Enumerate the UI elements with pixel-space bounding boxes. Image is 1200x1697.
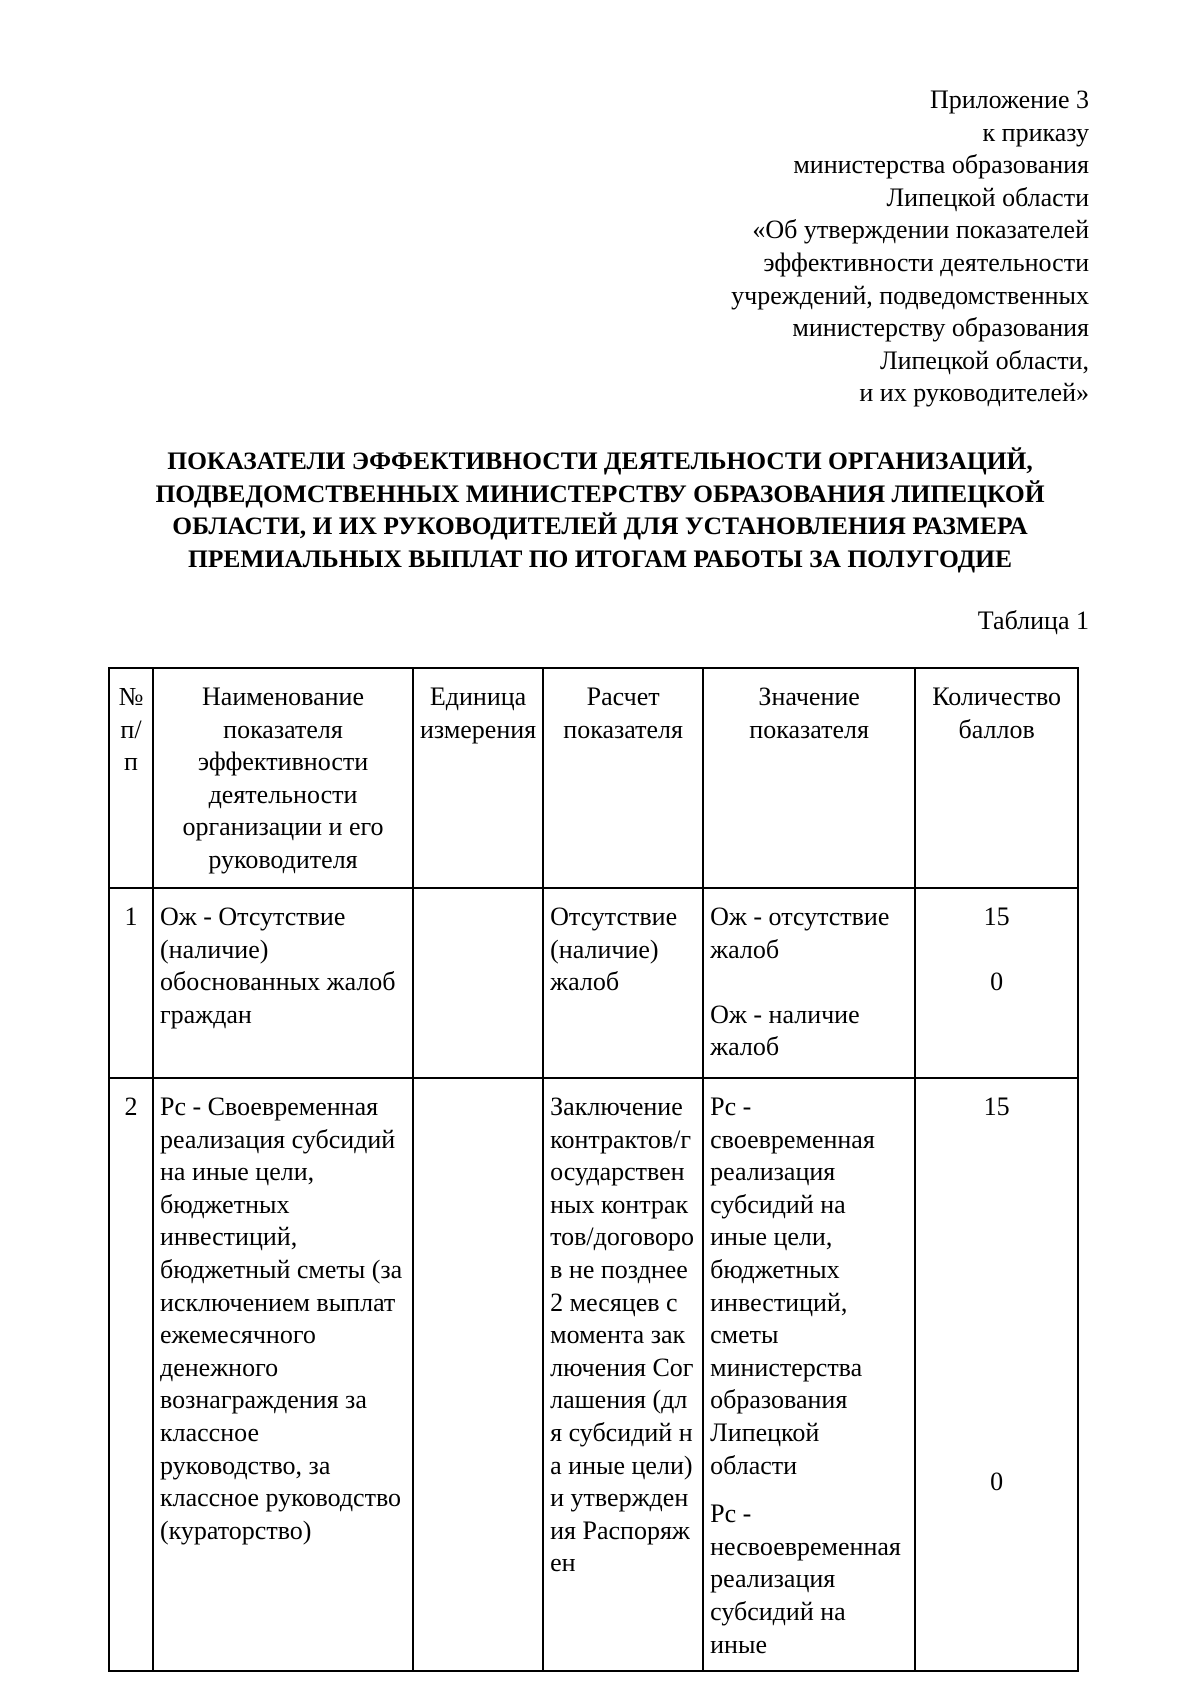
appendix-line: к приказу	[982, 117, 1089, 147]
row-unit	[413, 888, 543, 1078]
indicators-table	[108, 667, 1079, 1672]
appendix-line: министерства образования	[793, 150, 1089, 180]
title-line: ПОКАЗАТЕЛИ ЭФФЕКТИВНОСТИ ДЕЯТЕЛЬНОСТИ ОРГАНИЗАЦИЙ,	[167, 446, 1033, 475]
table-caption: Таблица 1	[977, 606, 1089, 635]
value-option: Рс - несвоевременная реализация субсидий на иные	[710, 1499, 901, 1659]
row-name: Ож - Отсутствие (наличие) обоснованных жалоб граждан	[153, 888, 413, 1078]
appendix-line: Приложение 3	[929, 85, 1089, 114]
row-num: 1	[109, 888, 153, 1078]
row-num: 2	[109, 1078, 153, 1671]
table-header-row	[109, 668, 1078, 888]
row-calc: Заключение контрактов/государственных контрактов/договоров не позднее 2 месяцев с момента заключения Соглашения (для субсидий на иные цели) и утверждения Распоряжен	[543, 1078, 703, 1671]
value-option: Ож - отсутствие жалоб	[710, 902, 890, 964]
row-unit	[413, 1078, 543, 1671]
appendix-line: учреждений, подведомственных	[731, 280, 1089, 310]
appendix-line: «Об утверждении показателей	[752, 215, 1089, 245]
points-option: 15	[983, 902, 1010, 931]
header-num: № п/п	[109, 668, 153, 888]
document-title	[100, 445, 1100, 575]
table-row	[109, 888, 1078, 1078]
appendix-line: эффективности деятельности	[763, 247, 1089, 277]
value-option: Рс - своевременная реализация субсидий на иные цели, бюджетных инвестиций, сметы министерства образования Липецкой области	[710, 1092, 875, 1480]
appendix-line: и их руководителей»	[859, 378, 1089, 408]
title-line: ОБЛАСТИ, И ИХ РУКОВОДИТЕЛЕЙ ДЛЯ УСТАНОВЛЕНИЯ РАЗМЕРА	[172, 511, 1028, 541]
row-points	[915, 1078, 1078, 1671]
title-line: ПРЕМИАЛЬНЫХ ВЫПЛАТ ПО ИТОГАМ РАБОТЫ ЗА ПОЛУГОДИЕ	[188, 543, 1012, 573]
value-option: Ож - наличие жалоб	[710, 999, 860, 1062]
row-name: Рс - Своевременная реализация субсидий на иные цели, бюджетных инвестиций, бюджетный сметы (за исключением выплат ежемесячного денежного вознаграждения за классное руководство, за классное руководство (кураторство)	[153, 1078, 413, 1671]
appendix-block	[731, 84, 1089, 410]
points-option: 15	[983, 1092, 1010, 1121]
points-option: 0	[990, 1466, 1004, 1496]
table-row	[109, 1078, 1078, 1671]
points-option: 0	[990, 967, 1004, 997]
appendix-line: Липецкой области	[886, 182, 1089, 212]
header-points: Количество баллов	[915, 668, 1078, 888]
row-calc: Отсутствие (наличие) жалоб	[543, 888, 703, 1078]
header-name: Наименование показателя эффективности деятельности организации и его руководителя	[153, 668, 413, 888]
title-line: ПОДВЕДОМСТВЕННЫХ МИНИСТЕРСТВУ ОБРАЗОВАНИЯ ЛИПЕЦКОЙ	[155, 478, 1045, 508]
appendix-line: Липецкой области,	[879, 345, 1089, 375]
appendix-line: министерству образования	[792, 313, 1089, 343]
row-points	[915, 888, 1078, 1078]
row-value	[703, 888, 915, 1078]
row-value	[703, 1078, 915, 1671]
header-calc: Расчет показателя	[543, 668, 703, 888]
header-unit: Единица измерения	[413, 668, 543, 888]
header-value: Значение показателя	[703, 668, 915, 888]
